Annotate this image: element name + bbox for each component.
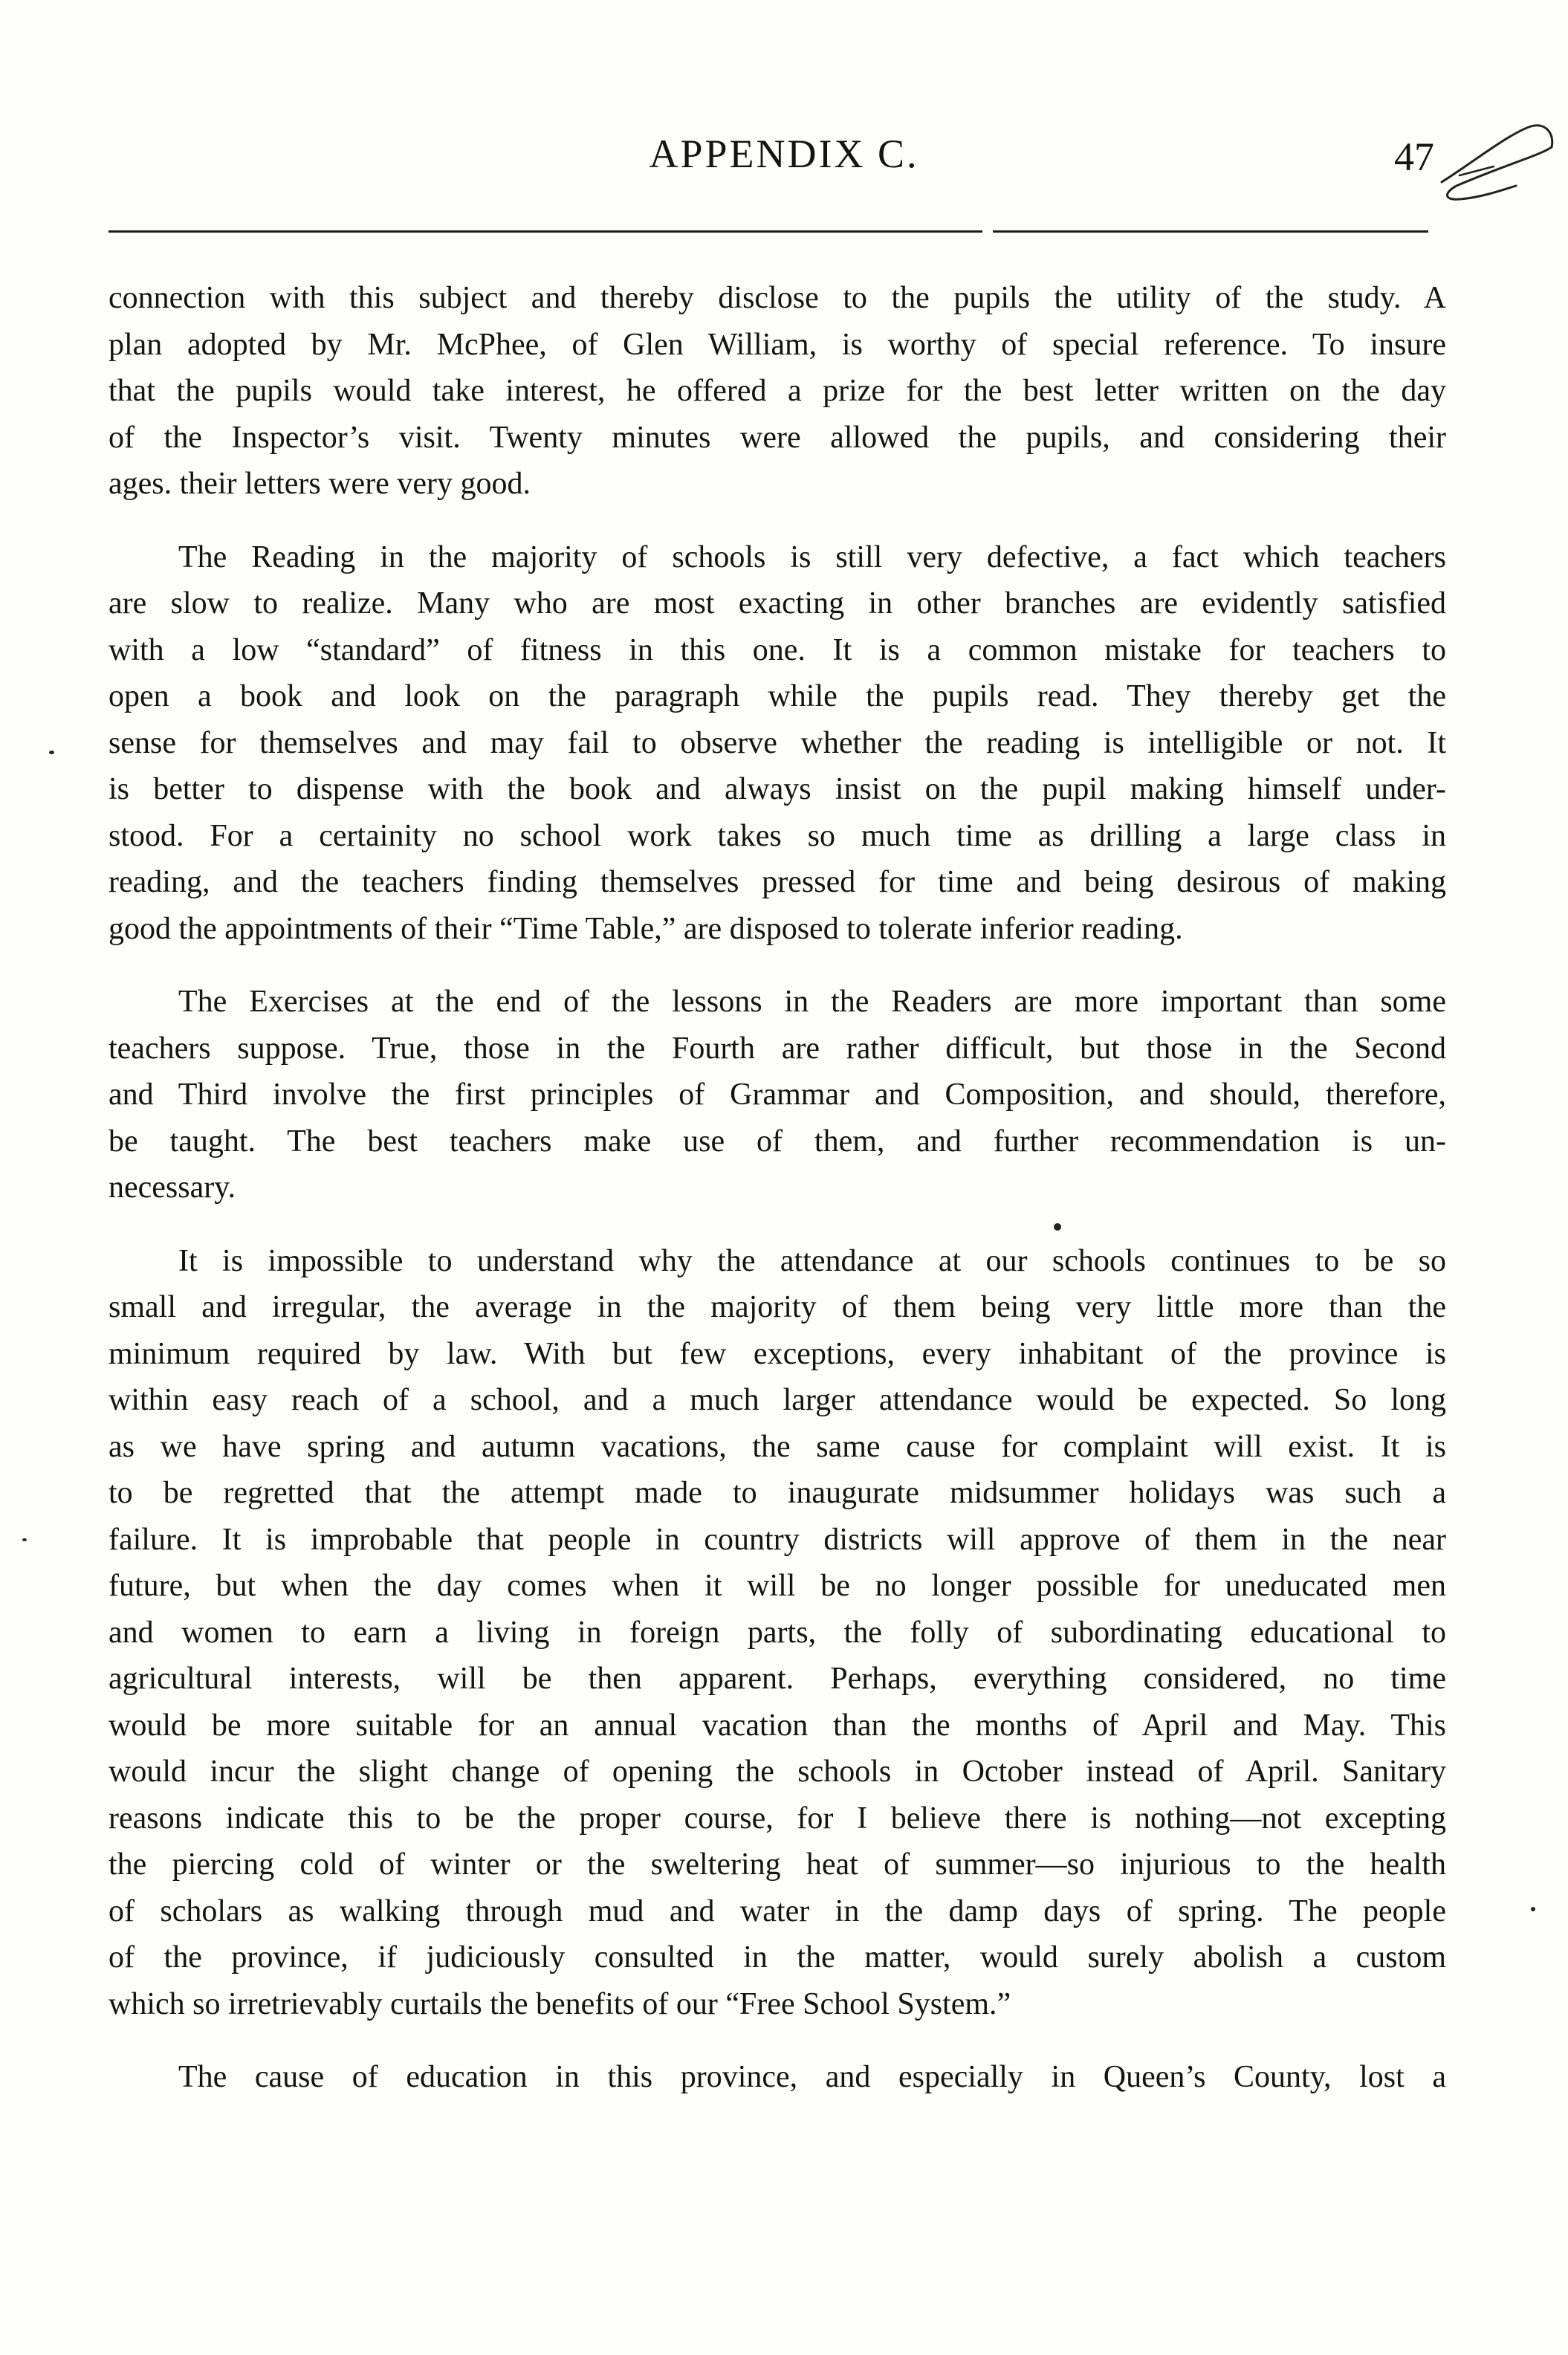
scan-speck [49, 751, 54, 754]
text-line: plan adopted by Mr. McPhee, of Glen William, is worthy of special reference. To insure [108, 327, 1446, 362]
text-line: of the Inspector’s visit. Twenty minutes were allowed the pupils, and considering their [108, 420, 1446, 455]
body-text [108, 275, 1446, 2101]
text-line: that the pupils would take interest, he offered a prize for the best letter written on the day [108, 374, 1446, 408]
text-line: sense for themselves and may fail to observe whether the reading is intelligible or not. It [108, 725, 1446, 760]
scan-speck [22, 1538, 27, 1541]
text-line: small and irregular, the average in the majority of them being very little more than the [108, 1290, 1446, 1324]
text-line: good the appointments of their “Time Table,” are disposed to tolerate inferior reading. [108, 911, 1183, 946]
text-line: are slow to realize. Many who are most exacting in other branches are evidently satisfied [108, 586, 1446, 621]
page-title: APPENDIX C. [649, 132, 919, 176]
paragraph [108, 534, 1446, 953]
text-line: The Exercises at the end of the lessons in the Readers are more important than some [178, 985, 1446, 1019]
text-line: would incur the slight change of opening the schools in October instead of April. Sanitary [108, 1755, 1446, 1789]
paragraph [108, 979, 1446, 1211]
text-line: of the province, if judiciously consulted in the matter, would surely abolish a custom [108, 1940, 1446, 1975]
text-line: reasons indicate this to be the proper course, for I believe there is nothing—not excepting [108, 1801, 1446, 1836]
text-line: It is impossible to understand why the attendance at our schools continues to be so [178, 1243, 1446, 1278]
text-line: within easy reach of a school, and a much larger attendance would be expected. So long [108, 1383, 1446, 1417]
text-line: the piercing cold of winter or the sweltering heat of summer—so injurious to the health [108, 1847, 1446, 1882]
page-number: 47 [1394, 135, 1434, 179]
text-line: necessary. [108, 1170, 236, 1205]
text-line: with a low “standard” of fitness in this one. It is a common mistake for teachers to [108, 632, 1446, 667]
text-line: The cause of education in this province, and especially in Queen’s County, lost a [178, 2060, 1446, 2094]
text-line: would be more suitable for an annual vacation than the months of April and May. This [108, 1708, 1446, 1743]
text-line: minimum required by law. With but few exceptions, every inhabitant of the province is [108, 1336, 1446, 1371]
text-line: of scholars as walking through mud and water in the damp days of spring. The people [108, 1894, 1446, 1928]
text-line: failure. It is improbable that people in country districts will approve of them in the near [108, 1522, 1446, 1557]
text-line: agricultural interests, will be then apparent. Perhaps, everything considered, no time [108, 1662, 1446, 1696]
text-line: as we have spring and autumn vacations, the same cause for complaint will exist. It is [108, 1429, 1446, 1464]
handwritten-mark [1427, 111, 1561, 230]
text-line: open a book and look on the paragraph while the pupils read. They thereby get the [108, 679, 1446, 713]
text-line: be taught. The best teachers make use of them, and further recommendation is un- [108, 1124, 1446, 1159]
paragraph [108, 2054, 1446, 2101]
text-line: stood. For a certainity no school work takes so much time as drilling a large class in [108, 818, 1446, 853]
text-line: and Third involve the first principles of Grammar and Composition, and should, therefore, [108, 1078, 1446, 1112]
header-rule [108, 230, 982, 233]
text-line: is better to dispense with the book and always insist on the pupil making himself under- [108, 772, 1446, 806]
text-line: teachers suppose. True, those in the Fourth are rather difficult, but those in the Second [108, 1031, 1446, 1066]
scan-speck [1531, 1907, 1535, 1911]
paragraph [108, 1238, 1446, 2028]
text-line: ages. their letters were very good. [108, 467, 531, 501]
paragraph [108, 275, 1446, 508]
text-line: The Reading in the majority of schools is still very defective, a fact which teachers [178, 540, 1446, 574]
header-rule [993, 230, 1428, 233]
text-line: which so irretrievably curtails the benefits of our “Free School System.” [108, 1986, 1011, 2021]
text-line: to be regretted that the attempt made to inaugurate midsummer holidays was such a [108, 1476, 1446, 1510]
text-line: future, but when the day comes when it will be no longer possible for uneducated men [108, 1569, 1446, 1603]
text-line: and women to earn a living in foreign parts, the folly of subordinating educational to [108, 1615, 1446, 1650]
text-line: reading, and the teachers finding themselves pressed for time and being desirous of making [108, 865, 1446, 899]
text-line: connection with this subject and thereby disclose to the pupils the utility of the study. A [108, 281, 1446, 315]
scan-speck [1054, 1223, 1061, 1231]
